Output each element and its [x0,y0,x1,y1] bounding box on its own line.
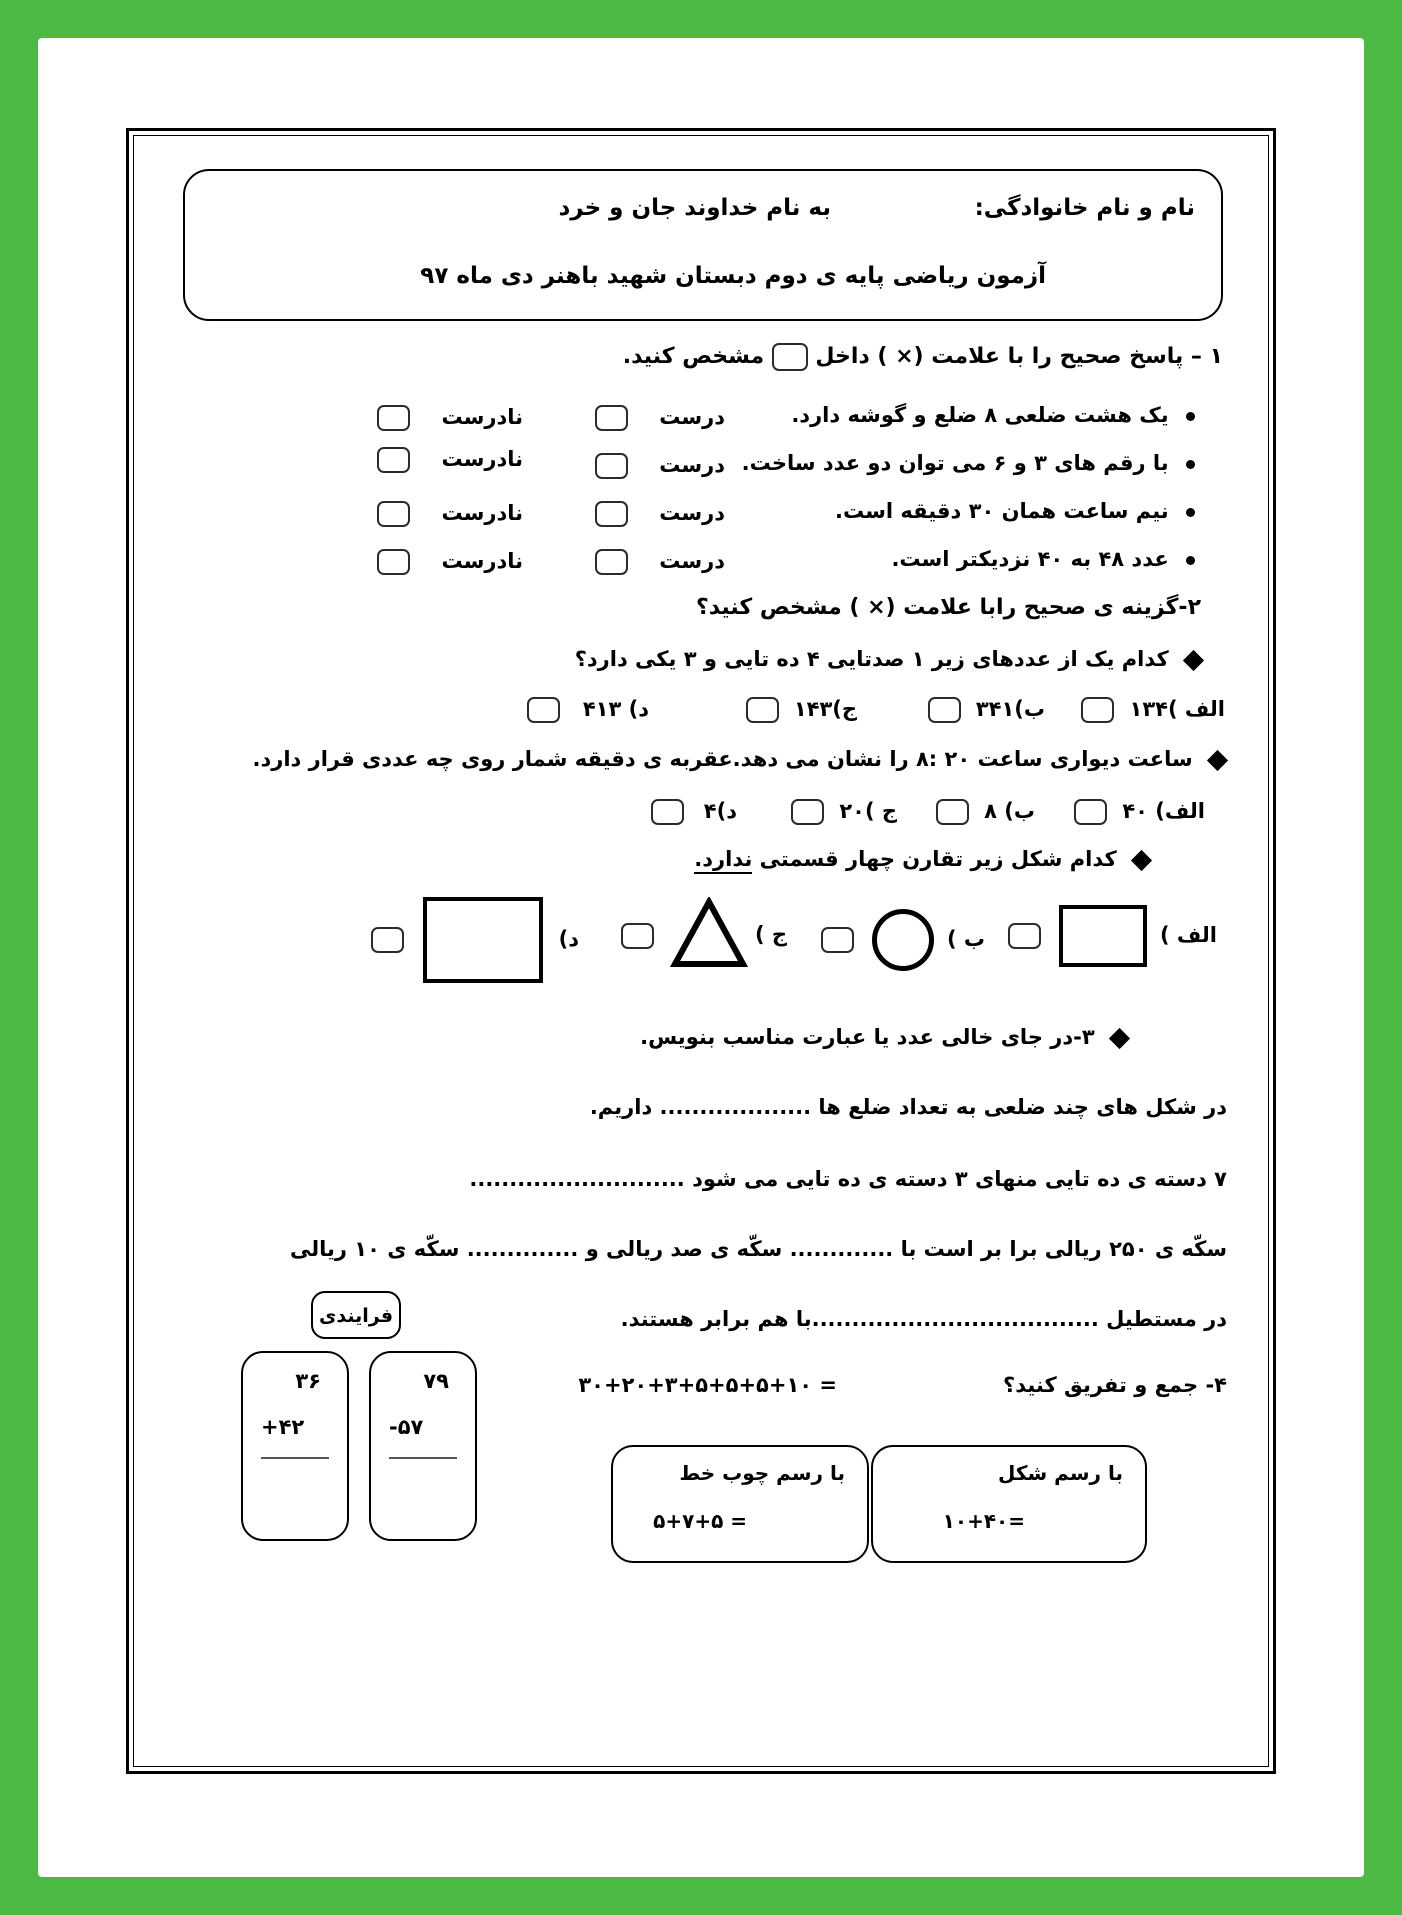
option-label: ج)۱۴۳ [793,697,857,721]
triangle-shape [670,897,748,974]
option-alef-3 [1008,905,1217,967]
option-checkbox[interactable] [1081,697,1114,723]
addend-top: ۳۶ [295,1369,321,1393]
chain-sum-expression[interactable]: ۳۰+۲۰+۳+۵+۵+۵+۱۰ = [578,1373,837,1397]
shape-box-label: با رسم شکل [998,1461,1123,1485]
false-label: نادرست [441,405,523,429]
table-row [183,499,1223,539]
question-4-prompt: ۴- جمع و تفریق کنید؟ [1003,1373,1227,1397]
option-label: د) ۴۱۳ [582,697,649,721]
question-1-prompt [623,343,1223,371]
bullet-icon [1186,508,1195,517]
diamond-bullet-icon [1183,649,1204,670]
statement-label: با رقم های ۳ و ۶ می توان دو عدد ساخت. [741,451,1169,475]
rectangle-shape [423,897,543,983]
tally-box-label: با رسم چوب خط [679,1461,845,1485]
question-1-prompt-checkbox[interactable] [772,343,808,371]
question-2-3-label: کدام شکل زیر تقارن چهار قسمتی [759,847,1117,871]
false-label: نادرست [441,549,523,573]
question-2-1-label: کدام یک از عددهای زیر ۱ صدتایی ۴ ده تایی و ۳ یکی دارد؟ [574,647,1169,671]
option-checkbox[interactable] [936,799,969,825]
option-label: ج )۲۰ [839,799,897,823]
diamond-bullet-icon [1109,1027,1130,1048]
option-checkbox[interactable] [821,927,854,953]
vertical-addition-box[interactable] [241,1351,349,1541]
option-label: ب) ۸ [984,799,1035,823]
true-option [595,549,725,575]
option-dal-1 [527,697,649,723]
option-checkbox[interactable] [928,697,961,723]
bullet-icon [1186,412,1195,421]
option-be-2 [936,799,1035,825]
option-alef-1 [1081,697,1225,723]
shape-box-expression: ۱۰+۴۰= [942,1509,1025,1533]
question-3-label: ۳-در جای خالی عدد یا عبارت مناسب بنویس. [640,1025,1095,1049]
calc-rule-line [389,1457,457,1459]
option-label: الف) ۴۰ [1122,799,1205,823]
option-dal-3 [371,897,579,983]
option-dal-2 [651,799,737,825]
option-jim-1 [746,697,858,723]
true-checkbox[interactable] [595,405,628,431]
option-label: ج ) [754,922,787,947]
fill-blank-4[interactable]: در مستطیل ....................................با هم برابر هستند. [620,1307,1227,1331]
false-label: نادرست [441,501,523,525]
addend-bottom: +۴۲ [261,1415,305,1439]
false-option [377,501,523,527]
tally-box-expression: ۵+۷+۵ = [653,1509,747,1533]
true-label: درست [659,405,725,429]
circle-shape [872,909,934,971]
exam-header-box [183,169,1223,321]
option-checkbox[interactable] [1008,923,1041,949]
vertical-subtraction-box[interactable] [369,1351,477,1541]
option-jim-3 [621,897,787,974]
table-row [183,403,1223,443]
subtrahend-bottom: -۵۷ [389,1415,424,1439]
statement-text [835,499,1195,523]
false-option [377,405,523,431]
question-2-2-text [252,747,1225,771]
statement-label: عدد ۴۸ به ۴۰ نزدیکتر است. [891,547,1169,571]
option-checkbox[interactable] [371,927,404,953]
option-label: الف ) [1159,923,1217,947]
question-2-3-text [694,847,1149,871]
statement-text [891,547,1195,571]
question-1-prompt-part-b: مشخص کنید. [622,344,765,369]
worksheet-content [143,145,1257,1755]
question-1-prompt-part-a: ۱ – پاسخ صحیح را با علامت (× ) داخل [815,344,1223,369]
question-3-prompt [640,1025,1127,1049]
minuend-top: ۷۹ [423,1369,449,1393]
question-2-3-negation: ندارد. [694,847,752,874]
option-jim-2 [791,799,897,825]
option-alef-2 [1074,799,1205,825]
option-label: د) [558,927,579,951]
option-label: الف )۱۳۴ [1129,697,1225,721]
option-checkbox[interactable] [527,697,560,723]
fill-blank-1[interactable]: در شکل های چند ضلعی به تعداد ضلع ها ................... داریم. [589,1095,1227,1119]
student-name-field-label: نام و نام خانوادگی: [974,195,1195,221]
true-option [595,501,725,527]
true-label: درست [659,453,725,477]
exam-title: آزمون ریاضی پایه ی دوم دبستان شهید باهنر دی ماه ۹۷ [420,263,1046,289]
false-checkbox[interactable] [377,501,410,527]
false-checkbox[interactable] [377,447,410,473]
question-2-1-text [575,647,1201,671]
option-checkbox[interactable] [621,923,654,949]
option-be-1 [928,697,1045,723]
option-checkbox[interactable] [791,799,824,825]
false-option [377,447,523,473]
option-checkbox[interactable] [1074,799,1107,825]
true-option [595,405,725,431]
farayandi-badge: فرایندی [311,1291,401,1339]
question-2-prompt: ۲-گزینه ی صحیح رابا علامت (× ) مشخص کنید؟ [695,595,1201,620]
false-checkbox[interactable] [377,405,410,431]
option-label: د)۴ [703,799,737,823]
calc-rule-line [261,1457,329,1459]
false-label: نادرست [441,447,523,471]
document-frame [126,128,1276,1774]
false-option [377,549,523,575]
option-be-3 [821,909,985,971]
bullet-icon [1186,460,1195,469]
true-checkbox[interactable] [595,549,628,575]
option-checkbox[interactable] [651,799,684,825]
statement-label: نیم ساعت همان ۳۰ دقیقه است. [834,499,1169,523]
diamond-bullet-icon [1131,849,1152,870]
true-checkbox[interactable] [595,453,628,479]
question-2-2-label: ساعت دیواری ساعت ۲۰ :۸ را نشان می دهد.عقربه ی دقیقه شمار روی چه عددی قرار دارد. [252,747,1193,771]
true-label: درست [659,501,725,525]
statement-text [742,451,1195,475]
option-label: ب ) [946,927,985,951]
true-label: درست [659,549,725,573]
square-shape [1059,905,1147,967]
diamond-bullet-icon [1207,749,1228,770]
shape-drawing-box[interactable] [871,1445,1147,1563]
option-checkbox[interactable] [746,697,779,723]
true-checkbox[interactable] [595,501,628,527]
true-option [595,453,725,479]
option-label: ب)۳۴۱ [975,697,1045,721]
tally-drawing-box[interactable] [611,1445,869,1563]
fill-blank-3[interactable]: سکّه ی ۲۵۰ ریالی برا بر است با ............. سکّه ی صد ریالی و .............. سکّه ی ۱۰ ریالی [289,1237,1227,1261]
bismillah-text: به نام خداوند جان و خرد [558,195,831,221]
statement-text [791,403,1195,427]
table-row [183,547,1223,587]
bullet-icon [1186,556,1195,565]
false-checkbox[interactable] [377,549,410,575]
table-row [183,447,1223,491]
fill-blank-2[interactable]: ۷ دسته ی ده تایی منهای ۳ دسته ی ده تایی می شود ........................... [469,1167,1227,1191]
statement-label: یک هشت ضلعی ۸ ضلع و گوشه دارد. [791,403,1169,427]
